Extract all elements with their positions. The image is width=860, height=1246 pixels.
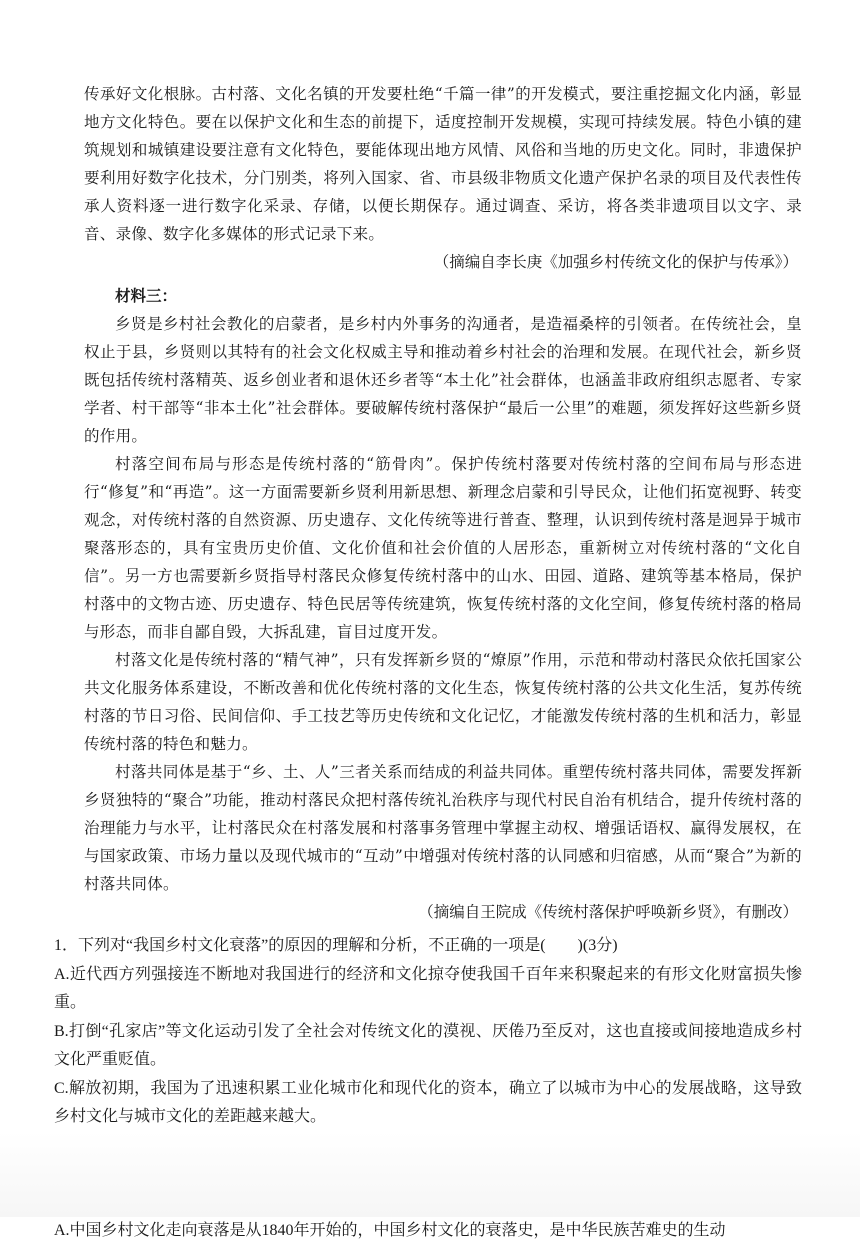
source-citation-material2: （摘编自李长庚《加强乡村传统文化的保护与传承》） (433, 253, 798, 271)
material-three-paragraph-3: 村落文化是传统村落的“精气神”，只有发挥新乡贤的“燎原”作用，示范和带动村落民众依托国家公共文化服务体系建设，不断改善和优化传统村落的文化生态，恢复传统村落的公共文化生活，复苏传统村落的节日习俗、民间信仰、手工技艺等历史传统和文化记忆，才能激发传统村落的生机和活力，彰显传统村落的特色和魅力。 (84, 651, 802, 753)
source-citation-material3: （摘编自王院成《传统村落保护呼唤新乡贤》，有删改） (418, 903, 798, 921)
exam-page (54, 80, 802, 1246)
question-2-option-a: A.中国乡村文化走向衰落是从1840年开始的，中国乡村文化的衰落史，是中华民族苦难史的生动 (54, 1222, 726, 1239)
material-three-heading: 材料三： (115, 287, 178, 305)
material-three-paragraph-4: 村落共同体是基于“乡、土、人”三者关系而结成的利益共同体。重塑传统村落共同体，需要发挥新乡贤独特的“聚合”功能，推动村落民众把村落传统礼治秩序与现代村民自治有机结合，提升传统村落的治理能力与水平，让村落民众在村落发展和村落事务管理中掌握主动权、增强话语权、赢得发展权，在与国家政策、市场力量以及现代城市的“互动”中增强对传统村落的认同感和归宿感，从而“聚合”为新的村落共同体。 (84, 763, 802, 893)
question-1-option-b: B.打倒“孔家店”等文化运动引发了全社会对传统文化的漠视、厌倦乃至反对，这也直接或间接地造成乡村文化严重贬值。 (54, 1022, 802, 1068)
question-1-option-a: A.近代西方列强接连不断地对我国进行的经济和文化掠夺使我国千百年来积聚起来的有形文化财富损失惨重。 (54, 965, 802, 1011)
question-1-option-c: C.解放初期，我国为了迅速积累工业化城市化和现代化的资本，确立了以城市为中心的发展战略，这导致乡村文化与城市文化的差距越来越大。 (54, 1079, 802, 1125)
material-three-paragraph-1: 乡贤是乡村社会教化的启蒙者，是乡村内外事务的沟通者，是造福桑梓的引领者。在传统社会，皇权止于县，乡贤则以其特有的社会文化权威主导和推动着乡村社会的治理和发展。在现代社会，新乡贤既包括传统村落精英、返乡创业者和退休还乡者等“本土化”社会群体，也涵盖非政府组织志愿者、专家学者、村干部等“非本土化”社会群体。要破解传统村落保护“最后一公里”的难题，须发挥好这些新乡贤的作用。 (84, 315, 802, 445)
continuation-paragraph: 传承好文化根脉。古村落、文化名镇的开发要杜绝“千篇一律”的开发模式，要注重挖掘文化内涵，彰显地方文化特色。要在以保护文化和生态的前提下，适度控制开发规模，实现可持续发展。特色小镇的建筑规划和城镇建设要注意有文化特色，要能体现出地方风情、风俗和当地的历史文化。同时，非遗保护要利用好数字化技术，分门别类，将列入国家、省、市县级非物质文化遗产保护名录的项目及代表性传承人资料逐一进行数字化采录、存储，以便长期保存。通过调查、采访，将各类非遗项目以文字、录音、录像、数字化多媒体的形式记录下来。 (84, 85, 802, 243)
question-1-stem: 1．下列对“我国乡村文化衰落”的原因的理解和分析，不正确的一项是( )(3分) (54, 937, 618, 954)
page-bottom-margin (0, 1132, 860, 1217)
material-three-paragraph-2: 村落空间布局与形态是传统村落的“筋骨肉”。保护传统村落要对传统村落的空间布局与形态进行“修复”和“再造”。这一方面需要新乡贤利用新思想、新理念启蒙和引导民众，让他们拓宽视野、转变观念，对传统村落的自然资源、历史遗存、文化传统等进行普查、整理，认识到传统村落是迥异于城市聚落形态的，具有宝贵历史价值、文化价值和社会价值的人居形态，重新树立对传统村落的“文化自信”。另一方也需要新乡贤指导村落民众修复传统村落中的山水、田园、道路、建筑等基本格局，保护村落中的文物古迹、历史遗存、特色民居等传统建筑，恢复传统村落的文化空间，修复传统村落的格局与形态，而非自鄙自毁，大拆乱建，盲目过度开发。 (84, 455, 802, 641)
